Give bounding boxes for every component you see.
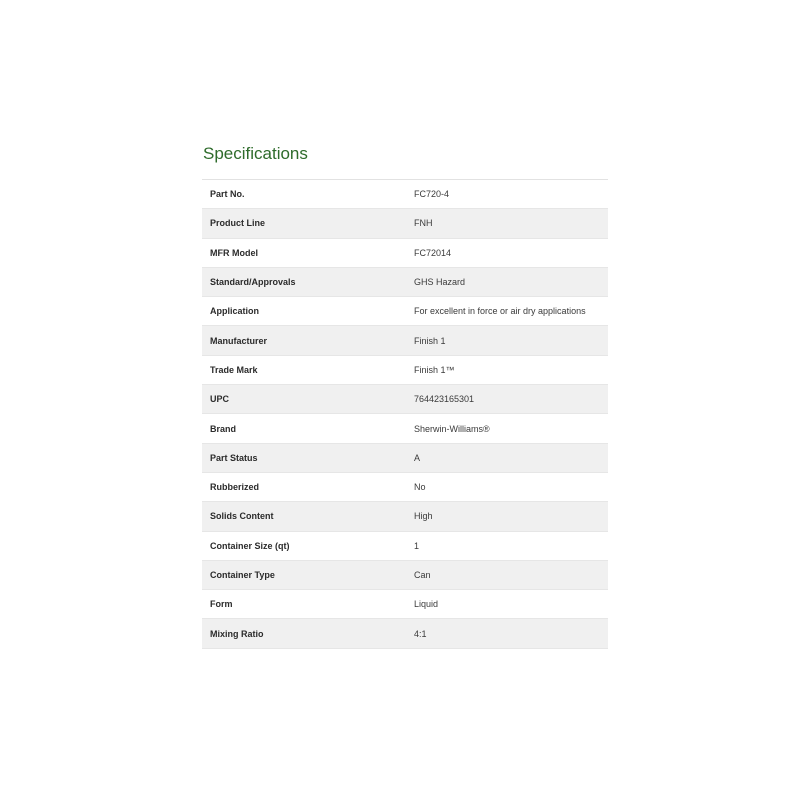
spec-row [202,560,608,589]
spec-value: FC720-4 [406,180,608,209]
spec-label: Standard/Approvals [202,267,406,296]
spec-value: FC72014 [406,238,608,267]
spec-label: Container Type [202,560,406,589]
spec-row [202,414,608,443]
spec-label: Mixing Ratio [202,619,406,648]
spec-row [202,472,608,501]
spec-value: FNH [406,209,608,238]
spec-value: Sherwin-Williams® [406,414,608,443]
spec-row [202,180,608,209]
spec-row [202,531,608,560]
spec-row [202,267,608,296]
spec-value: 1 [406,531,608,560]
spec-row [202,238,608,267]
spec-value: For excellent in force or air dry applications [406,297,608,326]
spec-label: Rubberized [202,472,406,501]
spec-label: Trade Mark [202,355,406,384]
specifications-table-body [202,180,608,649]
specifications-table [202,179,608,649]
spec-value: 4:1 [406,619,608,648]
spec-label: Container Size (qt) [202,531,406,560]
spec-label: Brand [202,414,406,443]
spec-value: Finish 1™ [406,355,608,384]
spec-label: Solids Content [202,502,406,531]
spec-label: Product Line [202,209,406,238]
spec-label: Part No. [202,180,406,209]
spec-row [202,502,608,531]
spec-label: Part Status [202,443,406,472]
spec-value: High [406,502,608,531]
spec-value: Finish 1 [406,326,608,355]
specifications-section [202,143,608,649]
spec-row [202,590,608,619]
spec-row [202,443,608,472]
spec-row [202,385,608,414]
spec-label: UPC [202,385,406,414]
spec-value: No [406,472,608,501]
spec-value: Liquid [406,590,608,619]
spec-label: Manufacturer [202,326,406,355]
spec-label: Application [202,297,406,326]
spec-label: MFR Model [202,238,406,267]
spec-value: 764423165301 [406,385,608,414]
spec-row [202,297,608,326]
spec-value: GHS Hazard [406,267,608,296]
spec-row [202,326,608,355]
spec-label: Form [202,590,406,619]
spec-value: A [406,443,608,472]
specifications-heading: Specifications [203,144,308,163]
spec-value: Can [406,560,608,589]
spec-row [202,619,608,648]
spec-row [202,209,608,238]
spec-row [202,355,608,384]
